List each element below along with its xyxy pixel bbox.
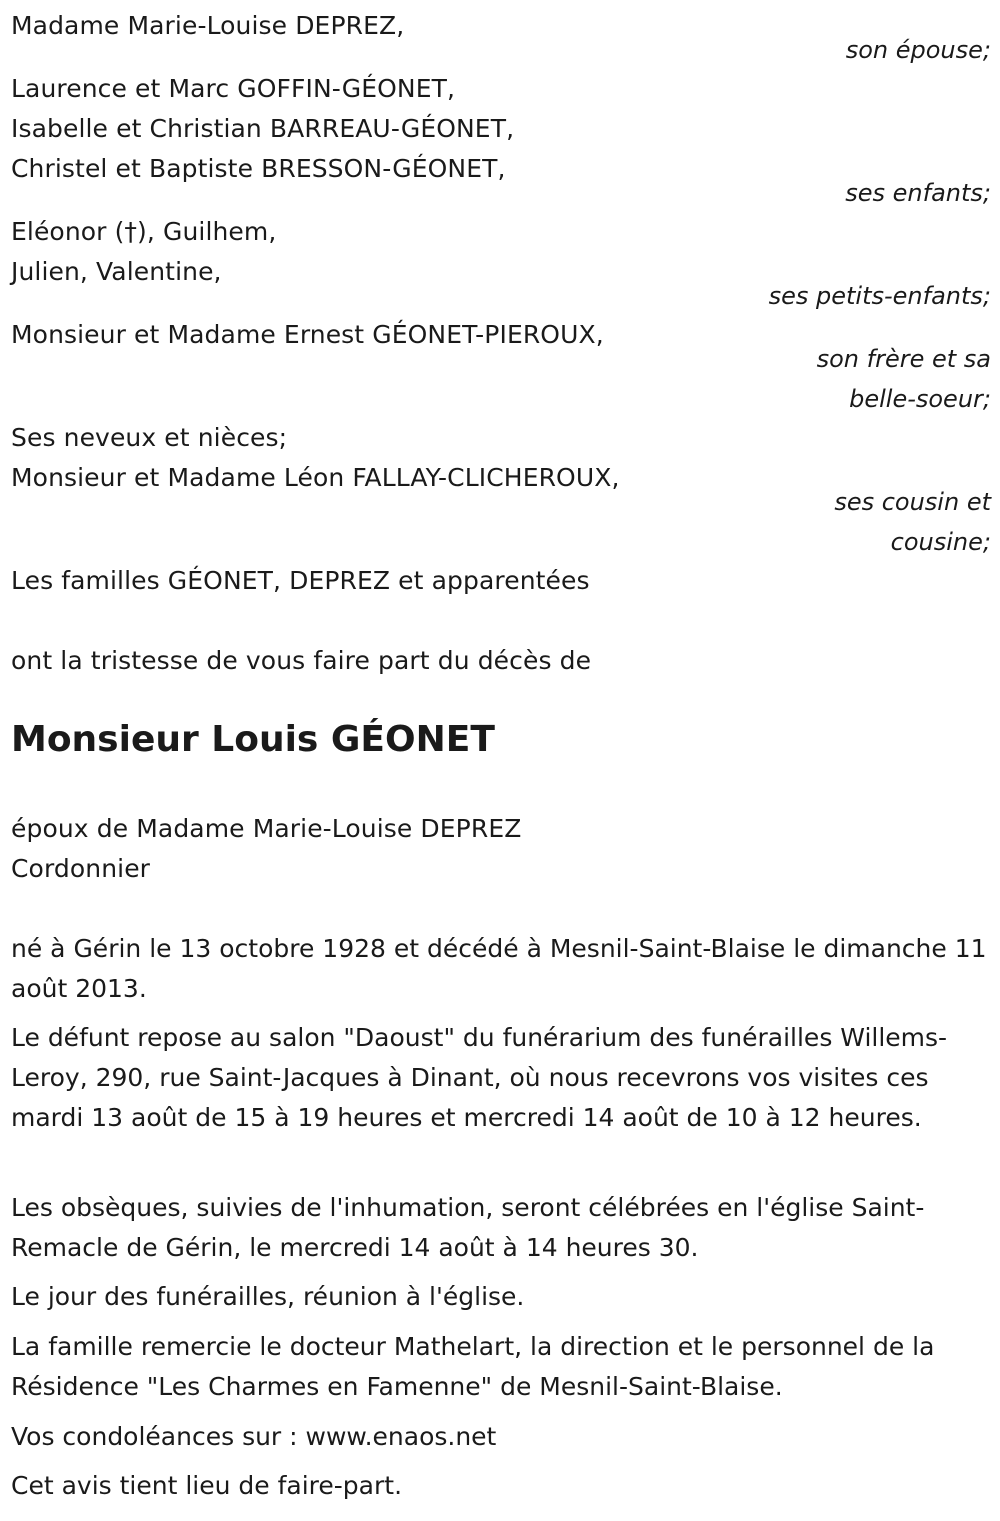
- sibling-name: Monsieur et Madame Ernest GÉONET-PIEROUX,: [11, 320, 604, 349]
- death-notice: [11, 0, 991, 1521]
- spouse-name: Madame Marie-Louise DEPREZ,: [11, 11, 405, 40]
- meeting-paragraph: Le jour des funérailles, réunion à l'église.: [11, 1282, 525, 1311]
- cousins-relation-2: cousine;: [890, 528, 991, 556]
- cousins-name: Monsieur et Madame Léon FALLAY-CLICHEROUX,: [11, 463, 620, 492]
- nephews-line: Ses neveux et nièces;: [11, 423, 288, 452]
- profession-line: Cordonnier: [11, 854, 151, 883]
- child-line-3: Christel et Baptiste BRESSON-GÉONET,: [11, 154, 506, 183]
- notice-paragraph: Cet avis tient lieu de faire-part.: [11, 1471, 403, 1500]
- cousins-relation-1: ses cousin et: [834, 488, 991, 516]
- child-line-1: Laurence et Marc GOFFIN-GÉONET,: [11, 74, 456, 103]
- grandchildren-relation: ses petits-enfants;: [768, 282, 991, 310]
- spouse-relation: son épouse;: [845, 36, 991, 64]
- condolences-paragraph: Vos condoléances sur : www.enaos.net: [11, 1422, 497, 1451]
- child-line-2: Isabelle et Christian BARREAU-GÉONET,: [11, 114, 515, 143]
- announcement: ont la tristesse de vous faire part du décès de: [11, 646, 592, 675]
- deceased-name: Monsieur Louis GÉONET: [11, 719, 495, 760]
- children-relation: ses enfants;: [845, 179, 991, 207]
- visits-paragraph: Le défunt repose au salon "Daoust" du funérarium des funérailles Willems-Leroy, 290, rue Saint-Jacques à Dinant, où nous recevrons vos visites ces mardi 13 août de 15 à 19 heures et mercredi 14 août de 10 à 12 heures.: [11, 1023, 948, 1132]
- thanks-paragraph: La famille remercie le docteur Mathelart, la direction et le personnel de la Résidence "Les Charmes en Famenne" de Mesnil-Saint-Blaise.: [11, 1332, 935, 1401]
- grandchild-line-1: Eléonor (†), Guilhem,: [11, 217, 277, 246]
- families-line: Les familles GÉONET, DEPREZ et apparentées: [11, 566, 590, 595]
- sibling-relation-1: son frère et sa: [816, 345, 991, 373]
- spouse-of-line: époux de Madame Marie-Louise DEPREZ: [11, 814, 522, 843]
- grandchild-line-2: Julien, Valentine,: [11, 257, 222, 286]
- birth-death-paragraph: né à Gérin le 13 octobre 1928 et décédé à Mesnil-Saint-Blaise le dimanche 11 août 2013.: [11, 934, 987, 1003]
- sibling-relation-2: belle-soeur;: [849, 385, 991, 413]
- funeral-paragraph: Les obsèques, suivies de l'inhumation, seront célébrées en l'église Saint-Remacle de Gérin, le mercredi 14 août à 14 heures 30.: [11, 1193, 925, 1262]
